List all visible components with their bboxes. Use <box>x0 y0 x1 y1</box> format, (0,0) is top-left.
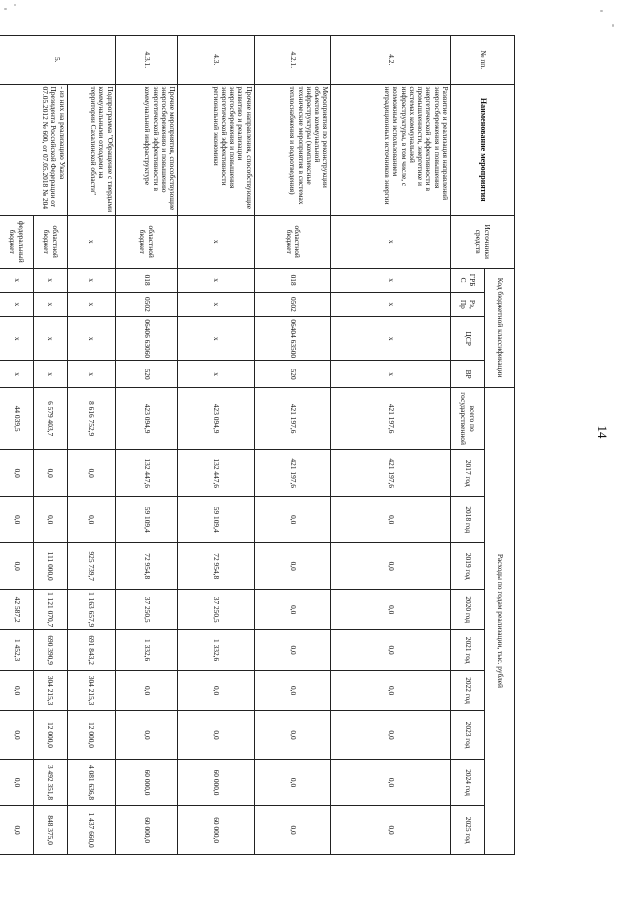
row-year-value: 1 452,3 <box>0 630 33 670</box>
row-total: 421 197,6 <box>254 387 331 450</box>
row-csr: 06404 63500 <box>254 317 331 361</box>
row-year-value: 691 843,2 <box>67 630 115 670</box>
row-grbs: х <box>67 268 115 292</box>
row-year-value: 0,0 <box>0 670 33 710</box>
scan-speck <box>4 8 7 10</box>
header-csr: ЦСР <box>451 317 485 361</box>
row-year-value: 0,0 <box>67 450 115 497</box>
row-year-value: 304 215,3 <box>33 670 67 710</box>
row-year-value: 4 081 636,8 <box>67 759 115 806</box>
row-year-value: 0,0 <box>331 543 451 590</box>
rotated-table-wrapper <box>0 35 515 855</box>
table-row <box>33 36 67 855</box>
row-source: областной бюджет <box>33 215 67 268</box>
row-year-value: 37 250,5 <box>178 589 255 629</box>
row-grbs: х <box>178 268 255 292</box>
row-source: федеральный бюджет <box>0 215 33 268</box>
row-num: 4.2. <box>331 36 451 85</box>
row-year-value: 37 250,5 <box>115 589 177 629</box>
row-name: Прочие направления, способствующие развитию и реализации энергосбережения и повышения энергетической эффективности региональной экономики <box>178 84 255 215</box>
row-num: 4.3. <box>178 36 255 85</box>
row-source: х <box>67 215 115 268</box>
row-grbs: 018 <box>254 268 331 292</box>
row-year-value: 111 000,0 <box>33 543 67 590</box>
row-year-value: 132 447,6 <box>178 450 255 497</box>
row-year-value: 0,0 <box>254 711 331 760</box>
row-total: 423 094,9 <box>115 387 177 450</box>
row-rzpr: х <box>33 292 67 316</box>
header-year: 2022 год <box>451 670 485 710</box>
scan-speck <box>600 10 603 12</box>
row-year-value: 0,0 <box>331 711 451 760</box>
row-year-value: 3 492 351,8 <box>33 759 67 806</box>
row-num: 4.3.1. <box>115 36 177 85</box>
header-year: 2023 год <box>451 711 485 760</box>
row-csr: х <box>331 317 451 361</box>
row-year-value: 925 739,7 <box>67 543 115 590</box>
row-year-value: 0,0 <box>0 806 33 855</box>
row-name: Подпрограмма "Обращение с твердыми коммунальными отходами на территории Сахалинской области" <box>67 84 115 215</box>
row-year-value: 59 109,4 <box>178 496 255 543</box>
row-vr: х <box>67 361 115 387</box>
row-csr: х <box>67 317 115 361</box>
row-year-value: 60 000,0 <box>178 806 255 855</box>
row-year-value: 1 332,6 <box>178 630 255 670</box>
row-year-value: 72 954,8 <box>115 543 177 590</box>
row-year-value: 1 121 070,7 <box>33 589 67 629</box>
row-year-value: 0,0 <box>0 450 33 497</box>
row-year-value: 60 000,0 <box>115 759 177 806</box>
header-year: 2018 год <box>451 496 485 543</box>
row-year-value: 0,0 <box>254 543 331 590</box>
row-year-value: 1 437 660,0 <box>67 806 115 855</box>
row-csr: х <box>33 317 67 361</box>
row-year-value: 421 197,6 <box>331 450 451 497</box>
row-year-value: 0,0 <box>33 496 67 543</box>
row-vr: 520 <box>254 361 331 387</box>
row-num: 5. <box>0 36 115 85</box>
row-year-value: 0,0 <box>331 496 451 543</box>
row-year-value: 0,0 <box>67 496 115 543</box>
row-year-value: 0,0 <box>331 806 451 855</box>
row-year-value: 0,0 <box>254 496 331 543</box>
row-rzpr: х <box>331 292 451 316</box>
row-year-value: 60 000,0 <box>178 759 255 806</box>
header-year: 2017 год <box>451 450 485 497</box>
row-year-value: 0,0 <box>115 670 177 710</box>
row-grbs: х <box>331 268 451 292</box>
header-budget-code: Код бюджетной классификации <box>485 268 515 387</box>
row-year-value: 0,0 <box>0 759 33 806</box>
row-year-value: 42 587,2 <box>0 589 33 629</box>
row-vr: х <box>0 361 33 387</box>
row-year-value: 1 163 657,9 <box>67 589 115 629</box>
row-source: х <box>331 215 451 268</box>
row-total: 423 094,9 <box>178 387 255 450</box>
row-year-value: 848 375,0 <box>33 806 67 855</box>
table-row <box>67 36 115 855</box>
row-total: 421 197,6 <box>331 387 451 450</box>
row-rzpr: 0502 <box>254 292 331 316</box>
row-year-value: 0,0 <box>115 711 177 760</box>
row-year-value: 0,0 <box>0 711 33 760</box>
row-vr: х <box>33 361 67 387</box>
row-num: 4.2.1. <box>254 36 331 85</box>
header-num: № пп. <box>451 36 515 85</box>
row-year-value: 0,0 <box>254 630 331 670</box>
table-row <box>115 36 177 855</box>
row-vr: х <box>178 361 255 387</box>
header-year: 2020 год <box>451 589 485 629</box>
header-year: 2019 год <box>451 543 485 590</box>
header-grbs: ГРБ С <box>451 268 485 292</box>
row-csr: 06406 63060 <box>115 317 177 361</box>
page-number: 14 <box>595 425 610 439</box>
row-year-value: 0,0 <box>254 589 331 629</box>
scan-speck <box>612 24 614 27</box>
row-total: 8 616 752,9 <box>67 387 115 450</box>
row-year-value: 0,0 <box>178 711 255 760</box>
row-year-value: 690 390,9 <box>33 630 67 670</box>
row-year-value: 0,0 <box>331 670 451 710</box>
header-source: Источники средств <box>451 215 515 268</box>
row-year-value: 0,0 <box>331 759 451 806</box>
row-year-value: 132 447,6 <box>115 450 177 497</box>
row-csr: х <box>178 317 255 361</box>
table-row <box>178 36 255 855</box>
row-vr: 520 <box>115 361 177 387</box>
table-row <box>331 36 451 855</box>
header-vr: ВР <box>451 361 485 387</box>
row-year-value: 0,0 <box>331 630 451 670</box>
row-year-value: 0,0 <box>331 589 451 629</box>
row-year-value: 0,0 <box>254 759 331 806</box>
scan-speck <box>14 4 16 6</box>
header-year: 2021 год <box>451 630 485 670</box>
row-rzpr: х <box>67 292 115 316</box>
header-name: Наименование мероприятия <box>451 84 515 215</box>
row-total: 6 579 403,7 <box>33 387 67 450</box>
row-year-value: 304 215,3 <box>67 670 115 710</box>
row-grbs: х <box>33 268 67 292</box>
row-rzpr: 0502 <box>115 292 177 316</box>
row-rzpr: х <box>0 292 33 316</box>
row-name: - из них на реализацию Указа Президента Российской Федерации от 07.05.2012 № 600, от 07.05.2018 № 204 <box>0 84 67 215</box>
row-year-value: 60 000,0 <box>115 806 177 855</box>
expenses-table <box>0 35 515 855</box>
row-year-value: 0,0 <box>0 543 33 590</box>
row-year-value: 72 954,8 <box>178 543 255 590</box>
row-total: 44 039,5 <box>0 387 33 450</box>
header-expenses: Расходы по годам реализации, тыс. рублей <box>485 387 515 854</box>
row-grbs: х <box>0 268 33 292</box>
row-grbs: 018 <box>115 268 177 292</box>
row-rzpr: х <box>178 292 255 316</box>
row-year-value: 421 197,6 <box>254 450 331 497</box>
table-row <box>254 36 331 855</box>
row-year-value: 0,0 <box>0 496 33 543</box>
row-source: х <box>178 215 255 268</box>
row-name: Прочие мероприятия, способствующие энергосбережению и повышению энергетической эффективности в коммунальной инфраструктуре <box>115 84 177 215</box>
row-name: Развитие и реализация направлений энергосбережения и повышения энергетической эффективности в промышленности, энергетике и системах коммунальной инфраструктуры, в том числе, с возможным использованием нетрадиционных источников энергии <box>331 84 451 215</box>
row-year-value: 0,0 <box>33 450 67 497</box>
row-year-value: 59 109,4 <box>115 496 177 543</box>
row-year-value: 0,0 <box>254 670 331 710</box>
header-rzpr: Рз, Пр <box>451 292 485 316</box>
row-year-value: 1 332,6 <box>115 630 177 670</box>
row-year-value: 0,0 <box>178 670 255 710</box>
row-vr: х <box>331 361 451 387</box>
row-csr: х <box>0 317 33 361</box>
row-year-value: 0,0 <box>254 806 331 855</box>
row-source: областной бюджет <box>254 215 331 268</box>
header-year: 2024 год <box>451 759 485 806</box>
row-year-value: 12 000,0 <box>67 711 115 760</box>
row-year-value: 12 000,0 <box>33 711 67 760</box>
row-name: Мероприятия по реконструкции объектов коммунальной инфраструктуры (комплексные технические мероприятия в системах теплоснабжения и водоотведения) <box>254 84 331 215</box>
row-source: областной бюджет <box>115 215 177 268</box>
header-total: всего по государственной <box>451 387 485 450</box>
header-year: 2025 год <box>451 806 485 855</box>
